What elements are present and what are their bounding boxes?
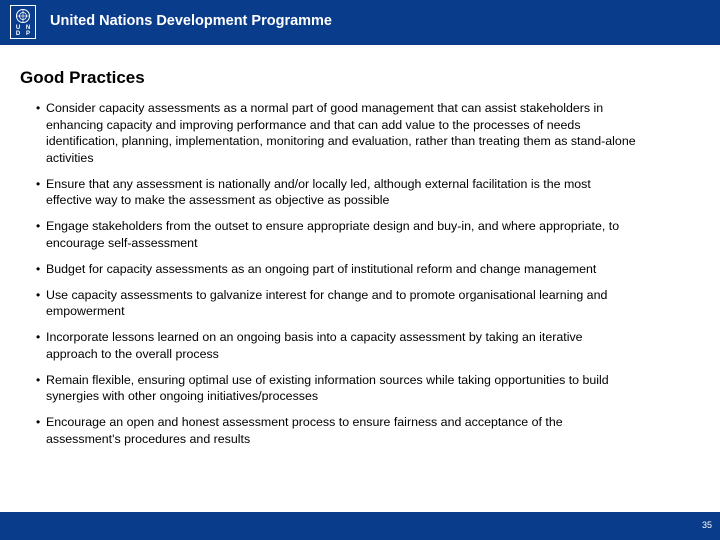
header-bar <box>0 0 720 45</box>
bullet-item: • Engage stakeholders from the outset to ensure appropriate design and buy-in, and where appropriate, to encourage self-assessment <box>36 218 636 251</box>
bullet-item: • Budget for capacity assessments as an ongoing part of institutional reform and change management <box>36 261 636 278</box>
bullet-list <box>36 100 636 457</box>
page-number: 35 <box>701 520 712 530</box>
org-title: United Nations Development Programme <box>50 13 332 29</box>
logo-letters <box>13 25 33 37</box>
undp-logo <box>10 5 36 39</box>
bullet-item: • Encourage an open and honest assessment process to ensure fairness and acceptance of the assessment's procedures and results <box>36 414 636 447</box>
logo-letter: U <box>15 25 21 31</box>
logo-letter: D <box>15 31 21 37</box>
footer-bar <box>0 512 720 540</box>
bullet-item: • Remain flexible, ensuring optimal use of existing information sources while taking opportunities to build synergies with other ongoing initiatives/processes <box>36 372 636 405</box>
un-emblem-icon <box>15 8 31 24</box>
slide-title: Good Practices <box>20 68 145 87</box>
logo-letter: P <box>25 31 30 37</box>
bullet-item: • Use capacity assessments to galvanize interest for change and to promote organisational learning and empowerment <box>36 287 636 320</box>
logo-letter: N <box>25 25 31 31</box>
bullet-item: • Ensure that any assessment is nationally and/or locally led, although external facilitation is the most effective way to make the assessment as objective as possible <box>36 176 636 209</box>
bullet-item: • Incorporate lessons learned on an ongoing basis into a capacity assessment by taking an iterative approach to the overall process <box>36 329 636 362</box>
bullet-item: • Consider capacity assessments as a normal part of good management that can assist stakeholders in enhancing capacity and improving performance and that can add value to the processes of needs identification, planning, implementation, monitoring and evaluation, rather than treating them as stand-alone activities <box>36 100 636 166</box>
